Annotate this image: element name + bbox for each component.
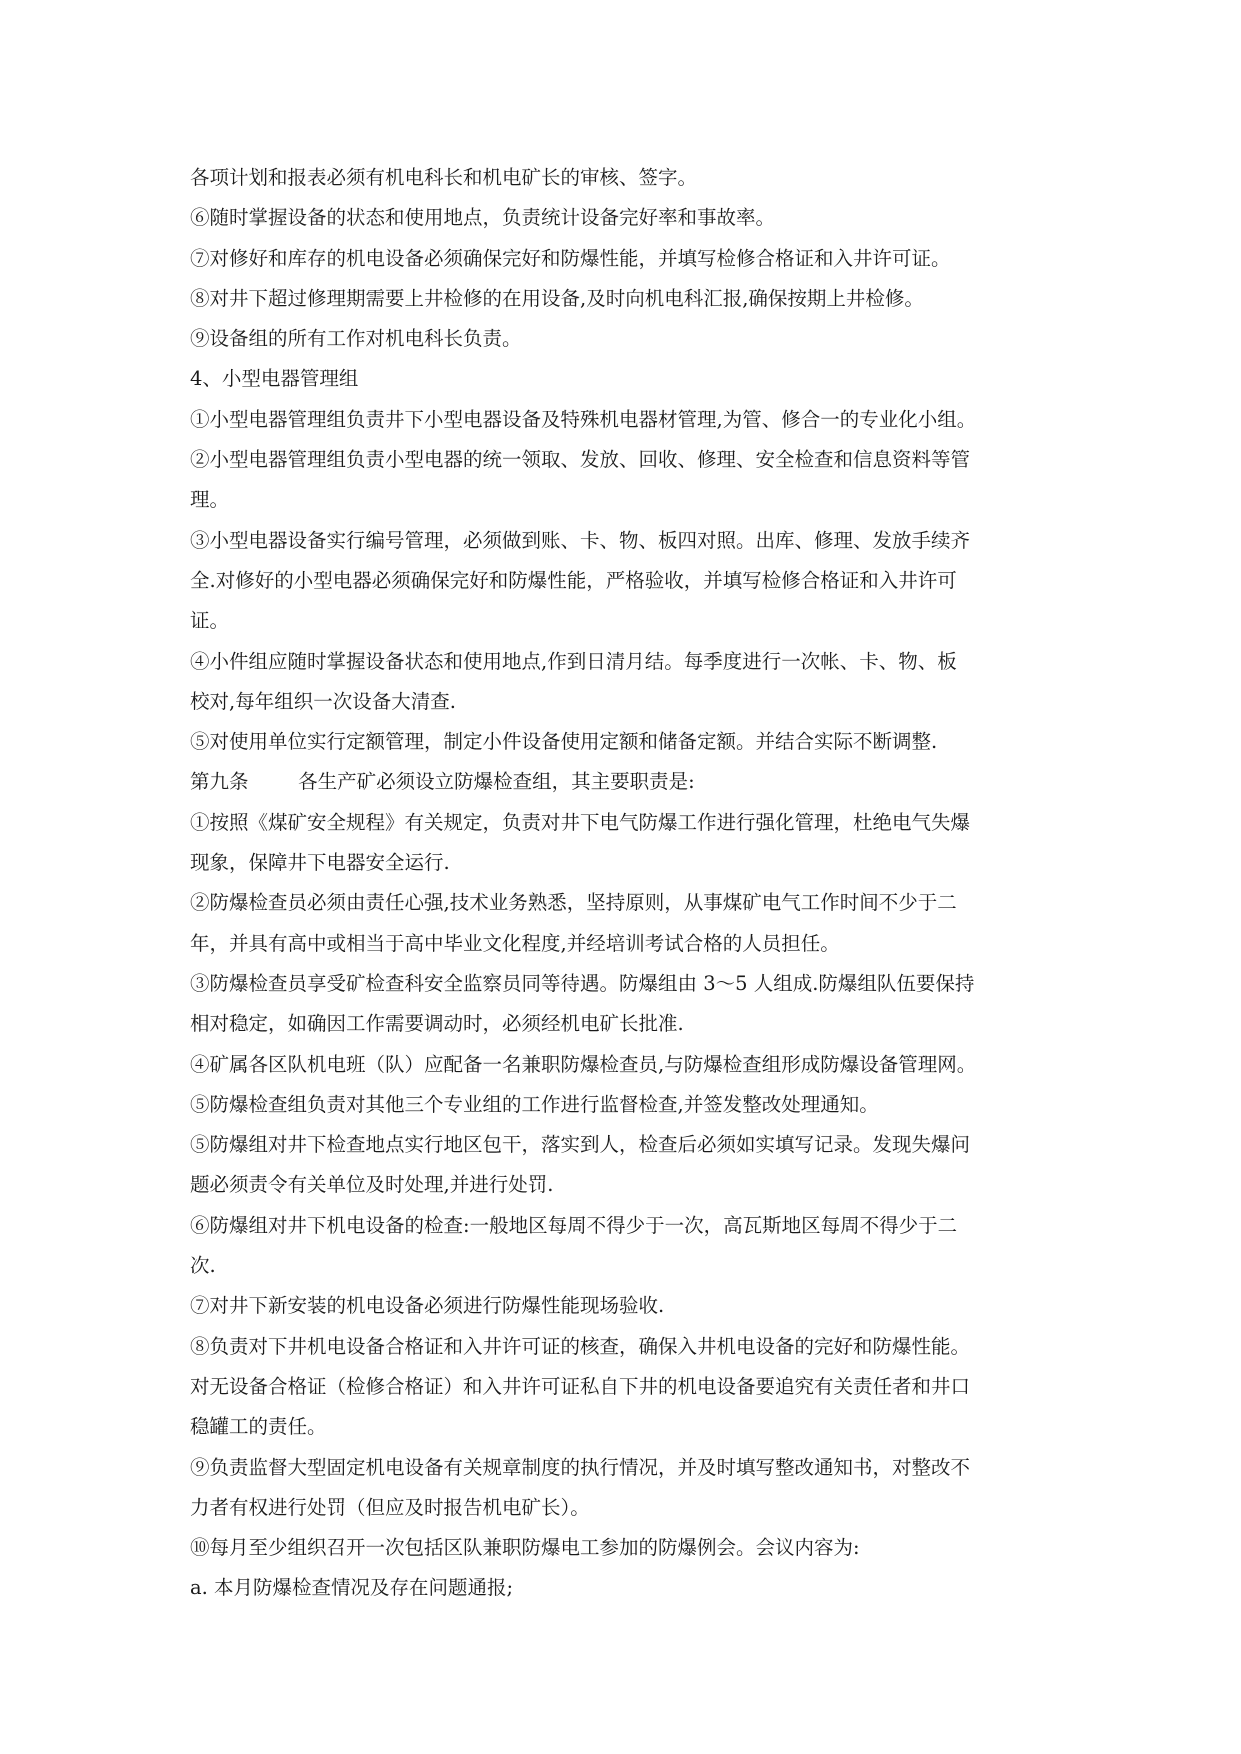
text-line: ①按照《煤矿安全规程》有关规定，负责对井下电气防爆工作进行强化管理，杜绝电气失爆 xyxy=(190,810,971,834)
text-line: ③小型电器设备实行编号管理，必须做到账、卡、物、板四对照。出库、修理、发放手续齐 xyxy=(190,528,971,552)
text-line: 全.对修好的小型电器必须确保完好和防爆性能，严格验收，并填写检修合格证和入井许可 xyxy=(190,568,957,592)
text-line: 理。 xyxy=(190,488,230,512)
text-line: ②防爆检查员必须由责任心强,技术业务熟悉，坚持原则，从事煤矿电气工作时间不少于二 xyxy=(190,891,957,915)
text-line: ②小型电器管理组负责小型电器的统一领取、发放、回收、修理、安全检查和信息资料等管 xyxy=(190,448,971,472)
text-line: ⑩每月至少组织召开一次包括区队兼职防爆电工参加的防爆例会。会议内容为: xyxy=(190,1536,860,1560)
text-line: 稳罐工的责任。 xyxy=(190,1415,327,1439)
text-line: 题必须责令有关单位及时处理,并进行处罚. xyxy=(190,1173,554,1197)
text-line: ⑨设备组的所有工作对机电科长负责。 xyxy=(190,327,522,351)
text-line: 力者有权进行处罚（但应及时报告机电矿长）。 xyxy=(190,1495,590,1519)
text-line: 证。 xyxy=(190,609,230,633)
text-line: ⑧对井下超过修理期需要上井检修的在用设备,及时向机电科汇报,确保按期上井检修。 xyxy=(190,286,924,310)
text-line: ⑤防爆组对井下检查地点实行地区包干，落实到人，检查后必须如实填写记录。发现失爆问 xyxy=(190,1133,971,1157)
text-line: ⑦对修好和库存的机电设备必须确保完好和防爆性能，并填写检修合格证和入井许可证。 xyxy=(190,246,951,270)
text-line: ⑦对井下新安装的机电设备必须进行防爆性能现场验收. xyxy=(190,1294,665,1318)
text-line: 相对稳定，如确因工作需要调动时，必须经机电矿长批准. xyxy=(190,1012,684,1036)
text-line: ⑧负责对下井机电设备合格证和入井许可证的核查，确保入井机电设备的完好和防爆性能。 xyxy=(190,1334,971,1358)
text-line: ⑥防爆组对井下机电设备的检查:一般地区每周不得少于一次，高瓦斯地区每周不得少于二 xyxy=(190,1213,958,1237)
article-heading: 第九条 各生产矿必须设立防爆检查组，其主要职责是: xyxy=(190,770,695,794)
text-line: ⑤防爆检查组负责对其他三个专业组的工作进行监督检查,并签发整改处理通知。 xyxy=(190,1092,879,1116)
text-line: 现象，保障井下电器安全运行. xyxy=(190,851,450,875)
text-line: 校对,每年组织一次设备大清查. xyxy=(190,689,456,713)
section-heading: 4、小型电器管理组 xyxy=(190,367,359,391)
text-line: ⑤对使用单位实行定额管理，制定小件设备使用定额和储备定额。并结合实际不断调整. xyxy=(190,730,938,754)
text-line: ④矿属各区队机电班（队）应配备一名兼职防爆检查员,与防爆检查组形成防爆设备管理网。 xyxy=(190,1052,977,1076)
text-line: ④小件组应随时掌握设备状态和使用地点,作到日清月结。每季度进行一次帐、卡、物、板 xyxy=(190,649,957,673)
text-line: a. 本月防爆检查情况及存在问题通报; xyxy=(190,1576,514,1600)
document-body xyxy=(190,158,1070,1609)
text-line: 年，并具有高中或相当于高中毕业文化程度,并经培训考试合格的人员担任。 xyxy=(190,931,840,955)
text-line: 各项计划和报表必须有机电科长和机电矿长的审核、签字。 xyxy=(190,166,698,189)
text-line: ①小型电器管理组负责井下小型电器设备及特殊机电器材管理,为管、修合一的专业化小组。 xyxy=(190,407,977,431)
text-line: ⑨负责监督大型固定机电设备有关规章制度的执行情况，并及时填写整改通知书，对整改不 xyxy=(190,1455,971,1479)
text-line: ⑥随时掌握设备的状态和使用地点，负责统计设备完好率和事故率。 xyxy=(190,206,776,230)
text-line: 次. xyxy=(190,1254,216,1278)
text-line: ③防爆检查员享受矿检查科安全监察员同等待遇。防爆组由 3～5 人组成.防爆组队伍要保持 xyxy=(190,971,975,995)
text-line: 对无设备合格证（检修合格证）和入井许可证私自下井的机电设备要追究有关责任者和井口 xyxy=(190,1374,971,1398)
